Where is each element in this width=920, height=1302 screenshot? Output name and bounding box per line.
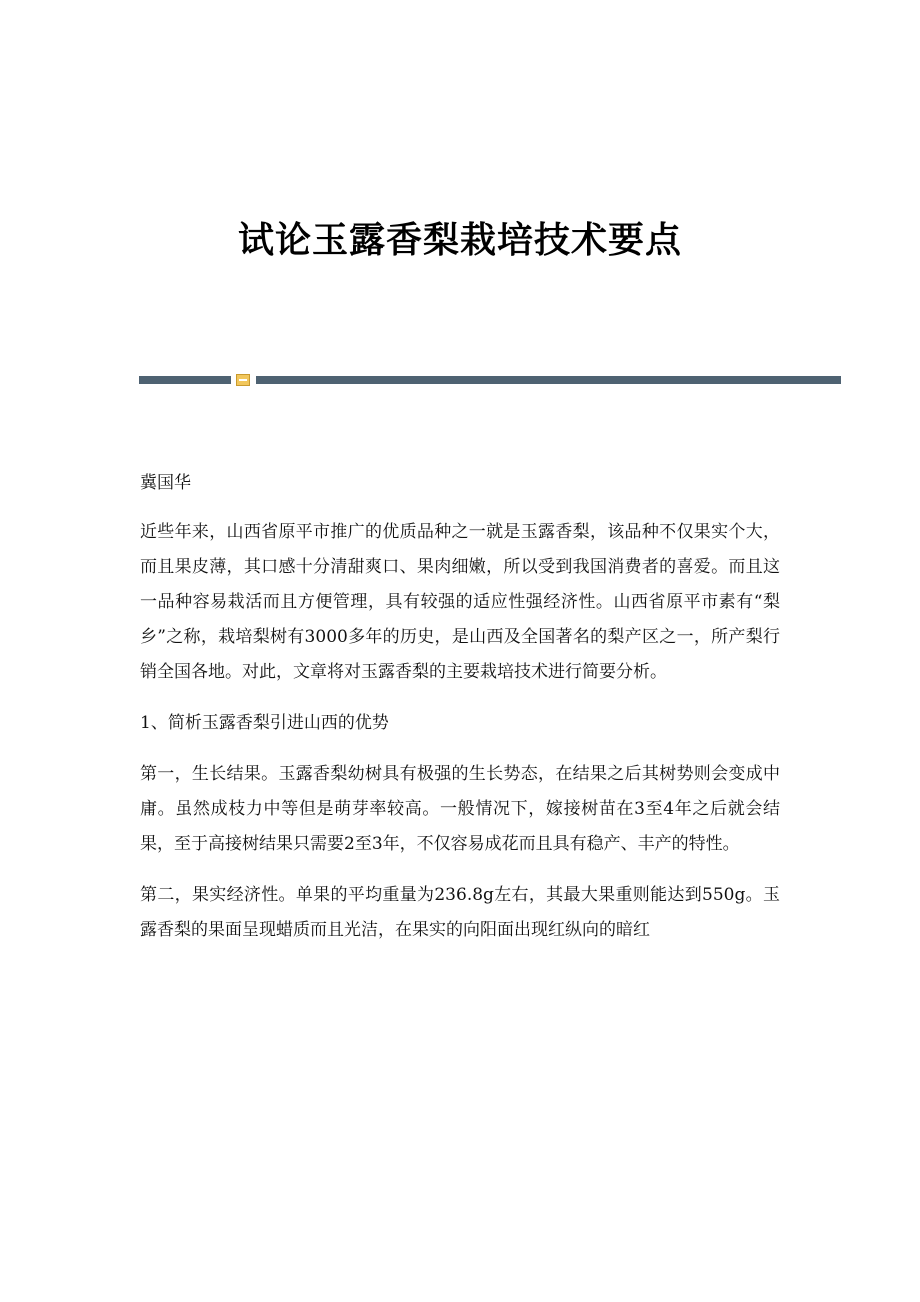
title-divider — [139, 374, 841, 386]
document-body — [140, 466, 780, 964]
author-name: 冀国华 — [140, 473, 191, 493]
paragraph-intro: 近些年来，山西省原平市推广的优质品种之一就是玉露香梨，该品种不仅果实个大，而且果皮薄，其口感十分清甜爽口、果肉细嫩，所以受到我国消费者的喜爱。而且这一品种容易栽活而且方便管理，具有较强的适应性强经济性。山西省原平市素有“梨乡”之称，栽培梨树有3000多年的历史，是山西及全国著名的梨产区之一，所产梨行销全国各地。对此，文章将对玉露香梨的主要栽培技术进行简要分析。 — [140, 522, 780, 682]
divider-emblem-icon — [236, 374, 250, 386]
document-title: 试论玉露香梨栽培技术要点 — [237, 219, 682, 261]
paragraph-growth: 第一，生长结果。玉露香梨幼树具有极强的生长势态，在结果之后其树势则会变成中庸。虽然成枝力中等但是萌芽率较高。一般情况下，嫁接树苗在3至4年之后就会结果，至于高接树结果只需要2至3年，不仅容易成花而且具有稳产、丰产的特性。 — [140, 764, 780, 854]
section-heading: 1、简析玉露香梨引进山西的优势 — [140, 713, 389, 733]
paragraph-economy: 第二，果实经济性。单果的平均重量为236.8g左右，其最大果重则能达到550g。玉露香梨的果面呈现蜡质而且光洁，在果实的向阳面出现红纵向的暗红 — [140, 885, 780, 940]
divider-bar-left — [139, 376, 231, 384]
divider-bar-right — [256, 376, 841, 384]
